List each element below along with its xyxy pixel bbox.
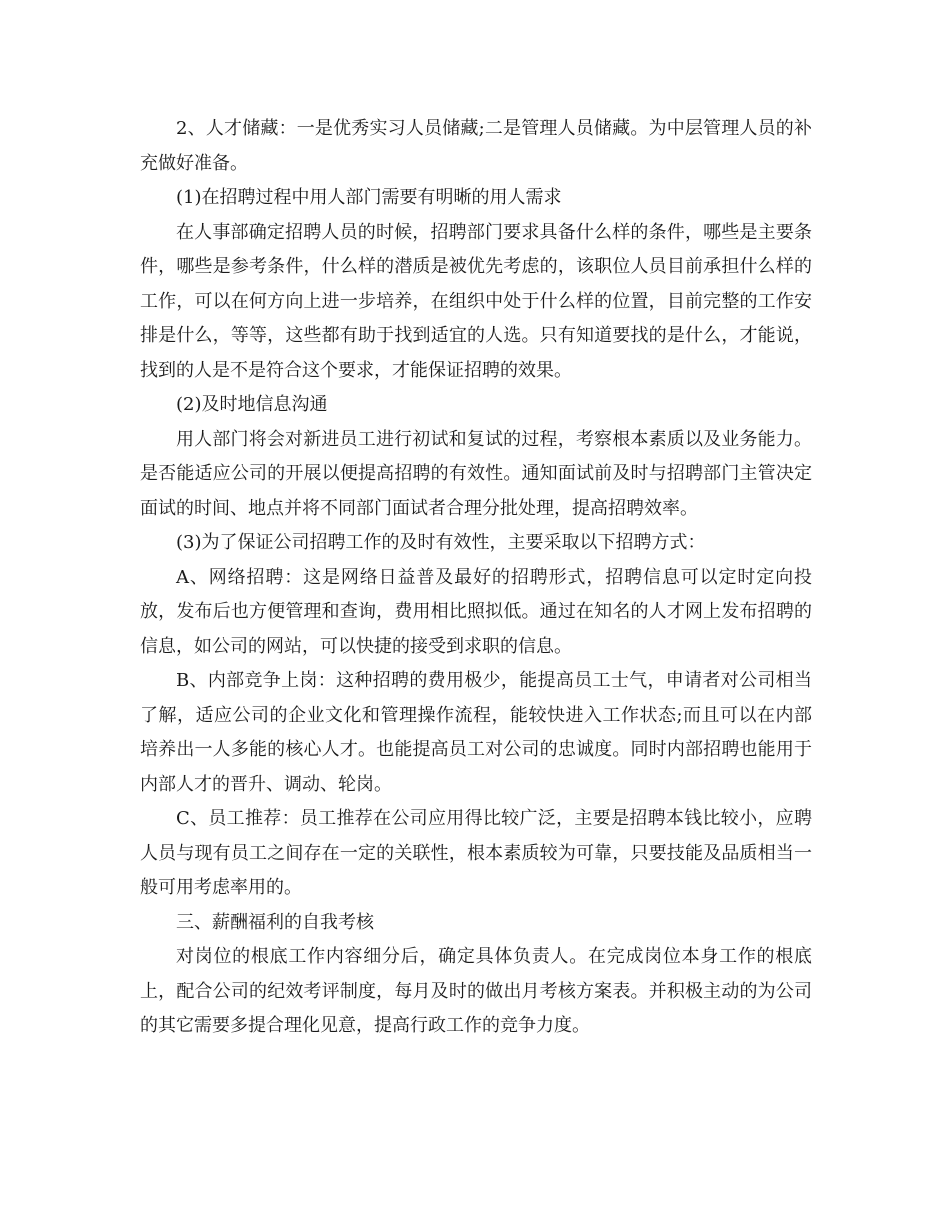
paragraph-heading-recruit-methods: (3)为了保证公司招聘工作的及时有效性，主要采取以下招聘方式： — [176, 532, 706, 553]
paragraph-interview-process: 用人部门将会对新进员工进行初试和复试的过程，考察根本素质以及业务能力。是否能适应公司的开展以便提高招聘的有效性。通知面试前及时与招聘部门主管决定面试的时间、地点并将不同部门面试者合理分批处理，提高招聘效率。 — [140, 428, 812, 519]
paragraph-heading-communication: (2)及时地信息沟通 — [176, 394, 328, 415]
paragraph-heading-compensation: 三、薪酬福利的自我考核 — [176, 911, 374, 933]
paragraph-hiring-conditions: 在人事部确定招聘人员的时候，招聘部门要求具备什么样的条件，哪些是主要条件，哪些是参考条件，什么样的潜质是被优先考虑的，该职位人员目前承担什么样的工作，可以在何方向上进一步培养，在组织中处于什么样的位置，目前完整的工作安排是什么，等等，这些都有助于找到适宜的人选。只有知道要找的是什么，才能说，找到的人是不是符合这个要求，才能保证招聘的效果。 — [140, 221, 812, 381]
paragraph-heading-clear-needs: (1)在招聘过程中用人部门需要有明晰的用人需求 — [176, 187, 562, 208]
paragraph-job-assessment: 对岗位的根底工作内容细分后，确定具体负责人。在完成岗位本身工作的根底上，配合公司的纪效考评制度，每月及时的做出月考核方案表。并积极主动的为公司的其它需要多提合理化见意，提高行政工作的竞争力度。 — [140, 946, 812, 1036]
paragraph-online-recruiting: A、网络招聘：这是网络日益普及最好的招聘形式，招聘信息可以定时定向投放，发布后也方便管理和查询，费用相比照拟低。通过在知名的人才网上发布招聘的信息，如公司的网站，可以快捷的接受到求职的信息。 — [140, 566, 812, 657]
document-body — [140, 112, 812, 1044]
paragraph-internal-competition: B、内部竞争上岗：这种招聘的费用极少，能提高员工士气，申请者对公司相当了解，适应公司的企业文化和管理操作流程，能较快进入工作状态;而且可以在内部培养出一人多能的核心人才。也能提高员工对公司的忠诚度。同时内部招聘也能用于内部人才的晋升、调动、轮岗。 — [140, 670, 812, 795]
paragraph-employee-referral: C、员工推荐：员工推荐在公司应用得比较广泛，主要是招聘本钱比较小，应聘人员与现有员工之间存在一定的关联性，根本素质较为可靠，只要技能及品质相当一般可用考虑率用的。 — [140, 808, 812, 898]
paragraph-talent-reserve: 2、人才储藏：一是优秀实习人员储藏;二是管理人员储藏。为中层管理人员的补充做好准备。 — [140, 118, 812, 174]
